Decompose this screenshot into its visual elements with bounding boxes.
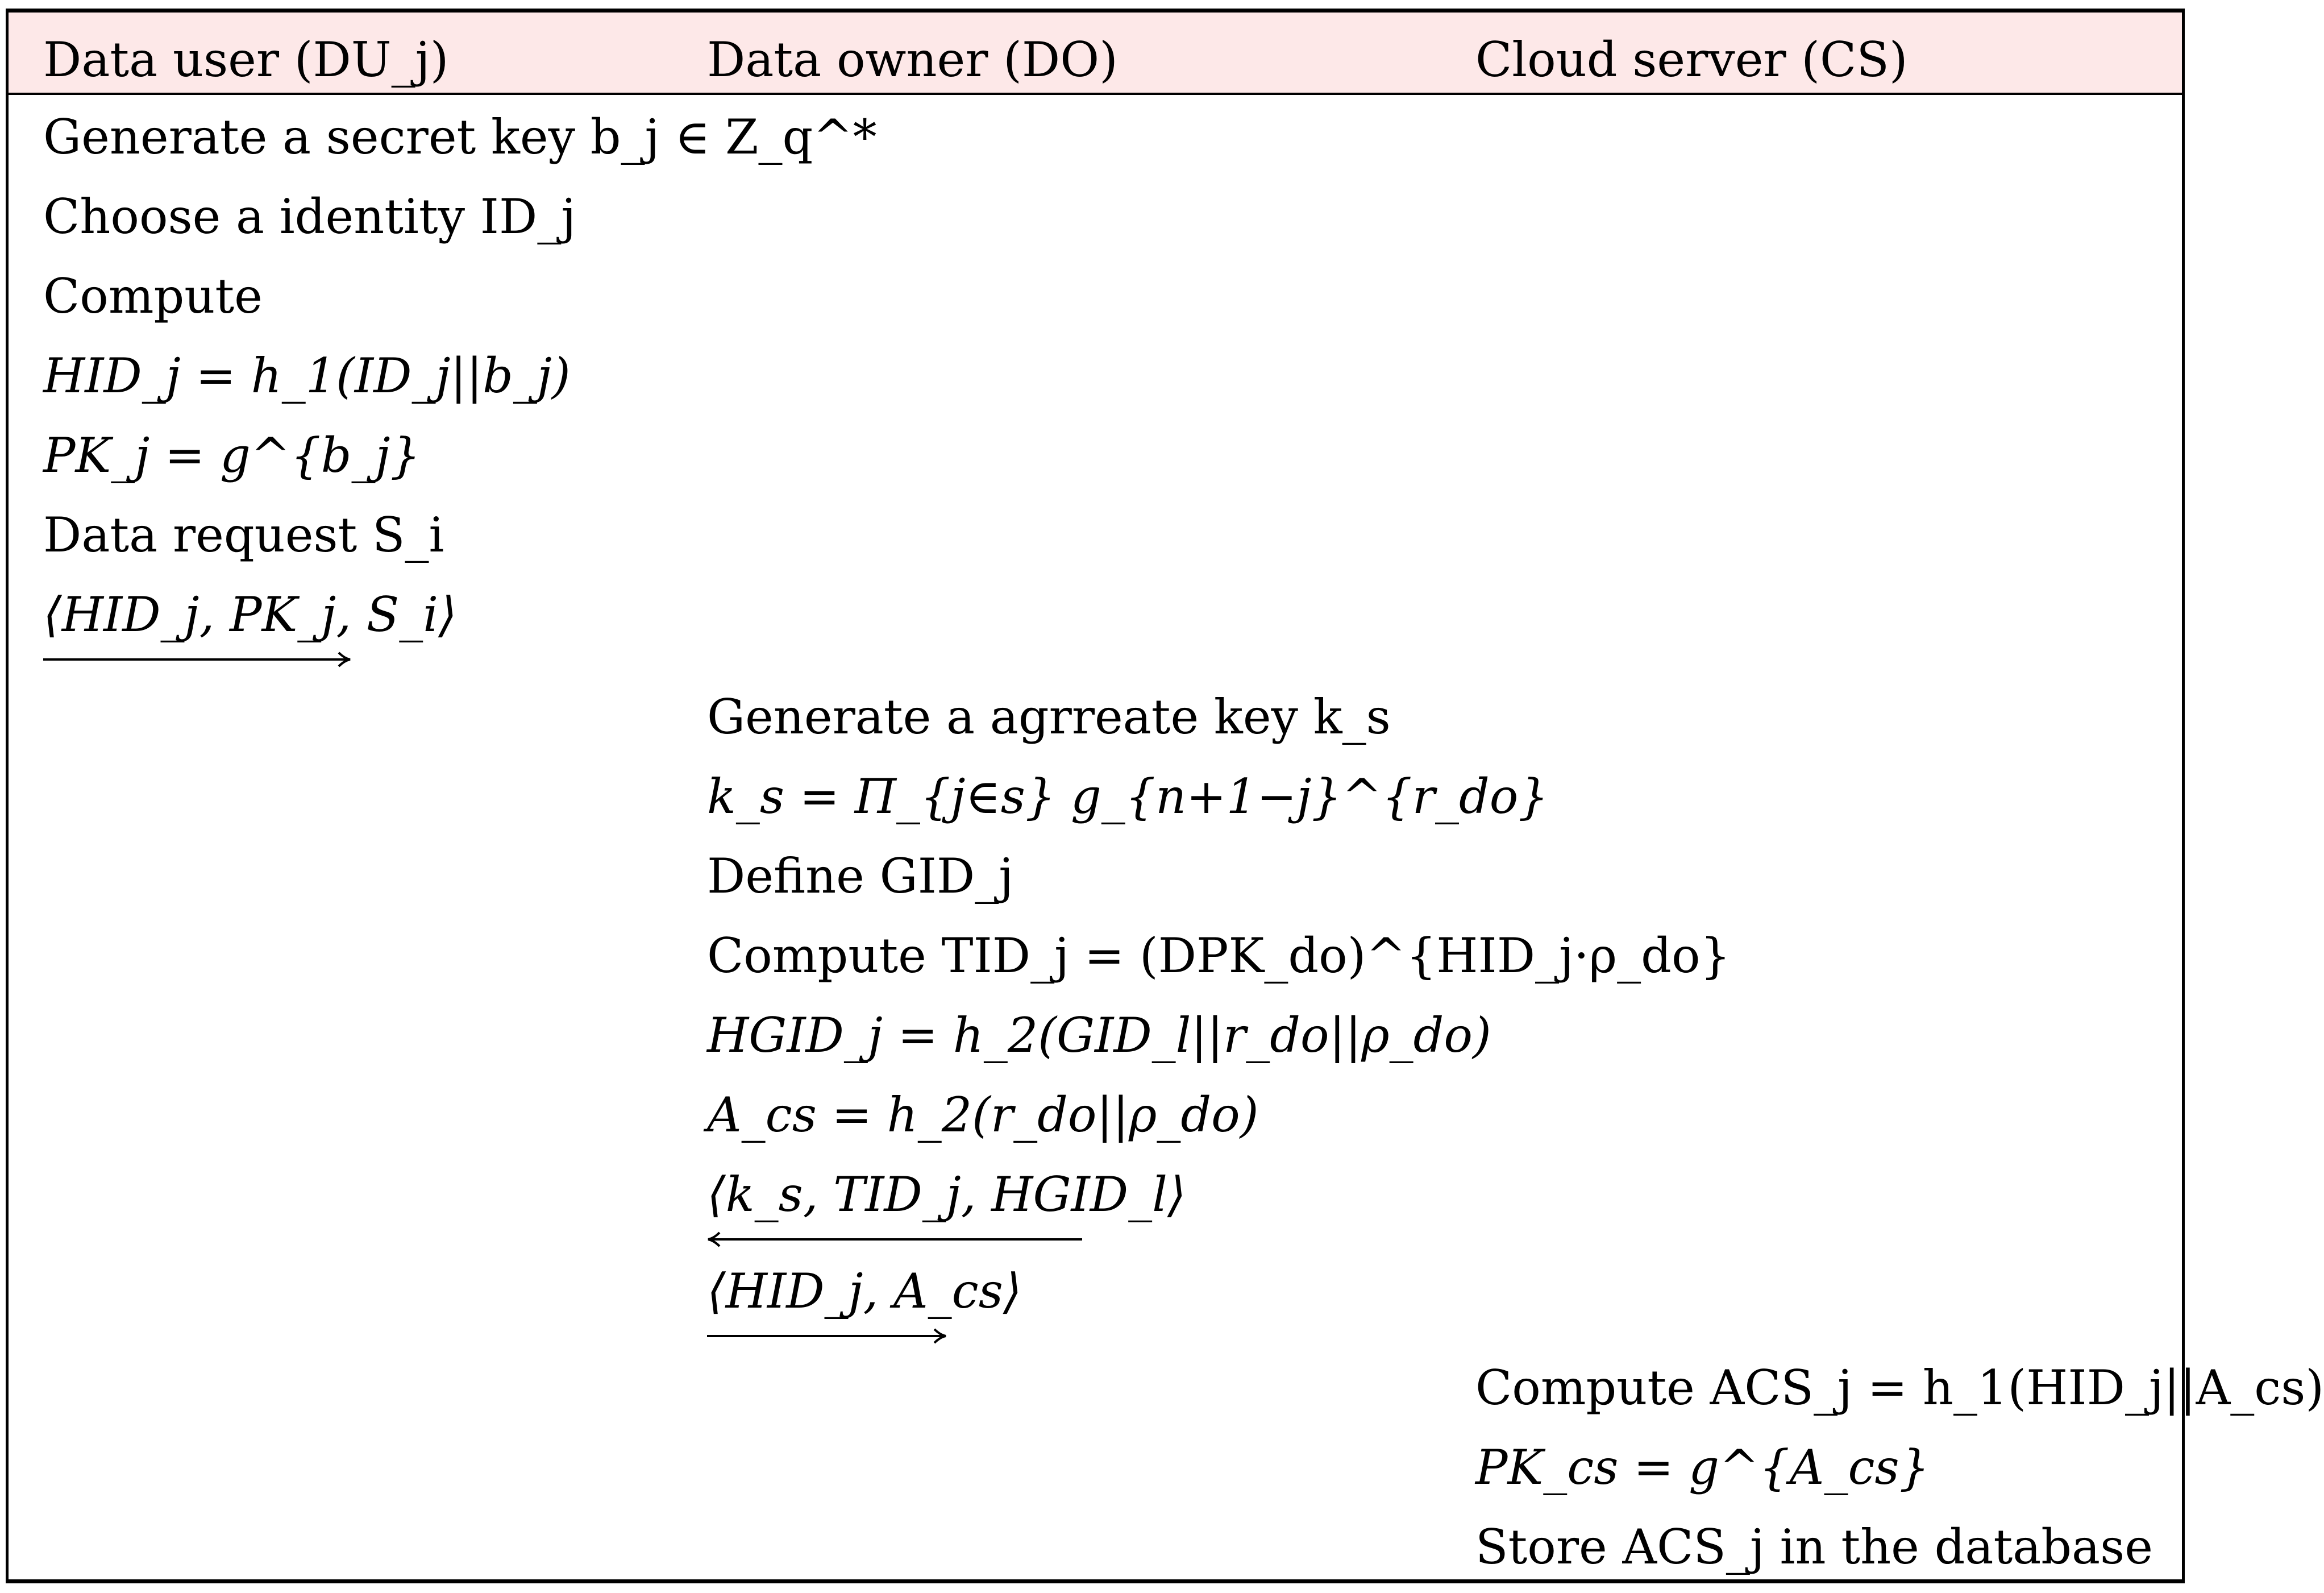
header-rule [6,93,2185,95]
do-to-du-arrow [707,1231,1082,1248]
bottom-rule [6,1579,2185,1583]
du-message-label: ⟨HID_j, PK_j, S_i⟩ [43,587,457,642]
du-eq-hid: HID_j = h_1(ID_j||b_j) [43,348,571,404]
du-step-data-request: Data request S_i [43,507,444,563]
right-border [2182,9,2185,1583]
du-eq-pk: PK_j = g^{b_j} [43,428,421,483]
protocol-table [6,9,2324,1583]
header-data-owner-label: Data owner (DO) [707,32,1118,88]
du-step-secret-key: Generate a secret key b_j ∈ Z_q^* [43,109,877,165]
do-message-to-du-label: ⟨k_s, TID_j, HGID_l⟩ [707,1167,1186,1222]
cs-step-compute-acs: Compute ACS_j = h_1(HID_j||A_cs) [1475,1360,2324,1416]
do-eq-hgid: HGID_j = h_2(GID_l||r_do||ρ_do) [707,1007,1491,1063]
cs-eq-pkcs: PK_cs = g^{A_cs} [1475,1439,1930,1495]
cs-step-store: Store ACS_j in the database [1475,1519,2153,1575]
top-rule [6,9,2185,13]
header-data-user-label: Data user (DU_j) [43,32,449,88]
header-data-owner [707,31,1118,88]
du-step-identity: Choose a identity ID_j [43,189,576,244]
do-step-define-gid: Define GID_j [707,848,1014,904]
do-step-compute-tid: Compute TID_j = (DPK_do)^{HID_j·ρ_do} [707,928,1731,984]
du-to-do-arrow [43,651,353,668]
left-border [6,9,9,1583]
do-eq-ks: k_s = Π_{j∈s} g_{n+1−j}^{r_do} [707,769,1549,824]
du-step-compute: Compute [43,268,263,324]
header-cloud-server [1475,31,1908,88]
do-to-cs-arrow [707,1328,949,1345]
header-cloud-server-label: Cloud server (CS) [1475,32,1908,88]
header-data-user [43,31,448,88]
do-message-to-cs-label: ⟨HID_j, A_cs⟩ [707,1263,1022,1319]
do-eq-acs: A_cs = h_2(r_do||ρ_do) [707,1087,1259,1143]
do-step-aggregate-key: Generate a agrreate key k_s [707,689,1391,745]
